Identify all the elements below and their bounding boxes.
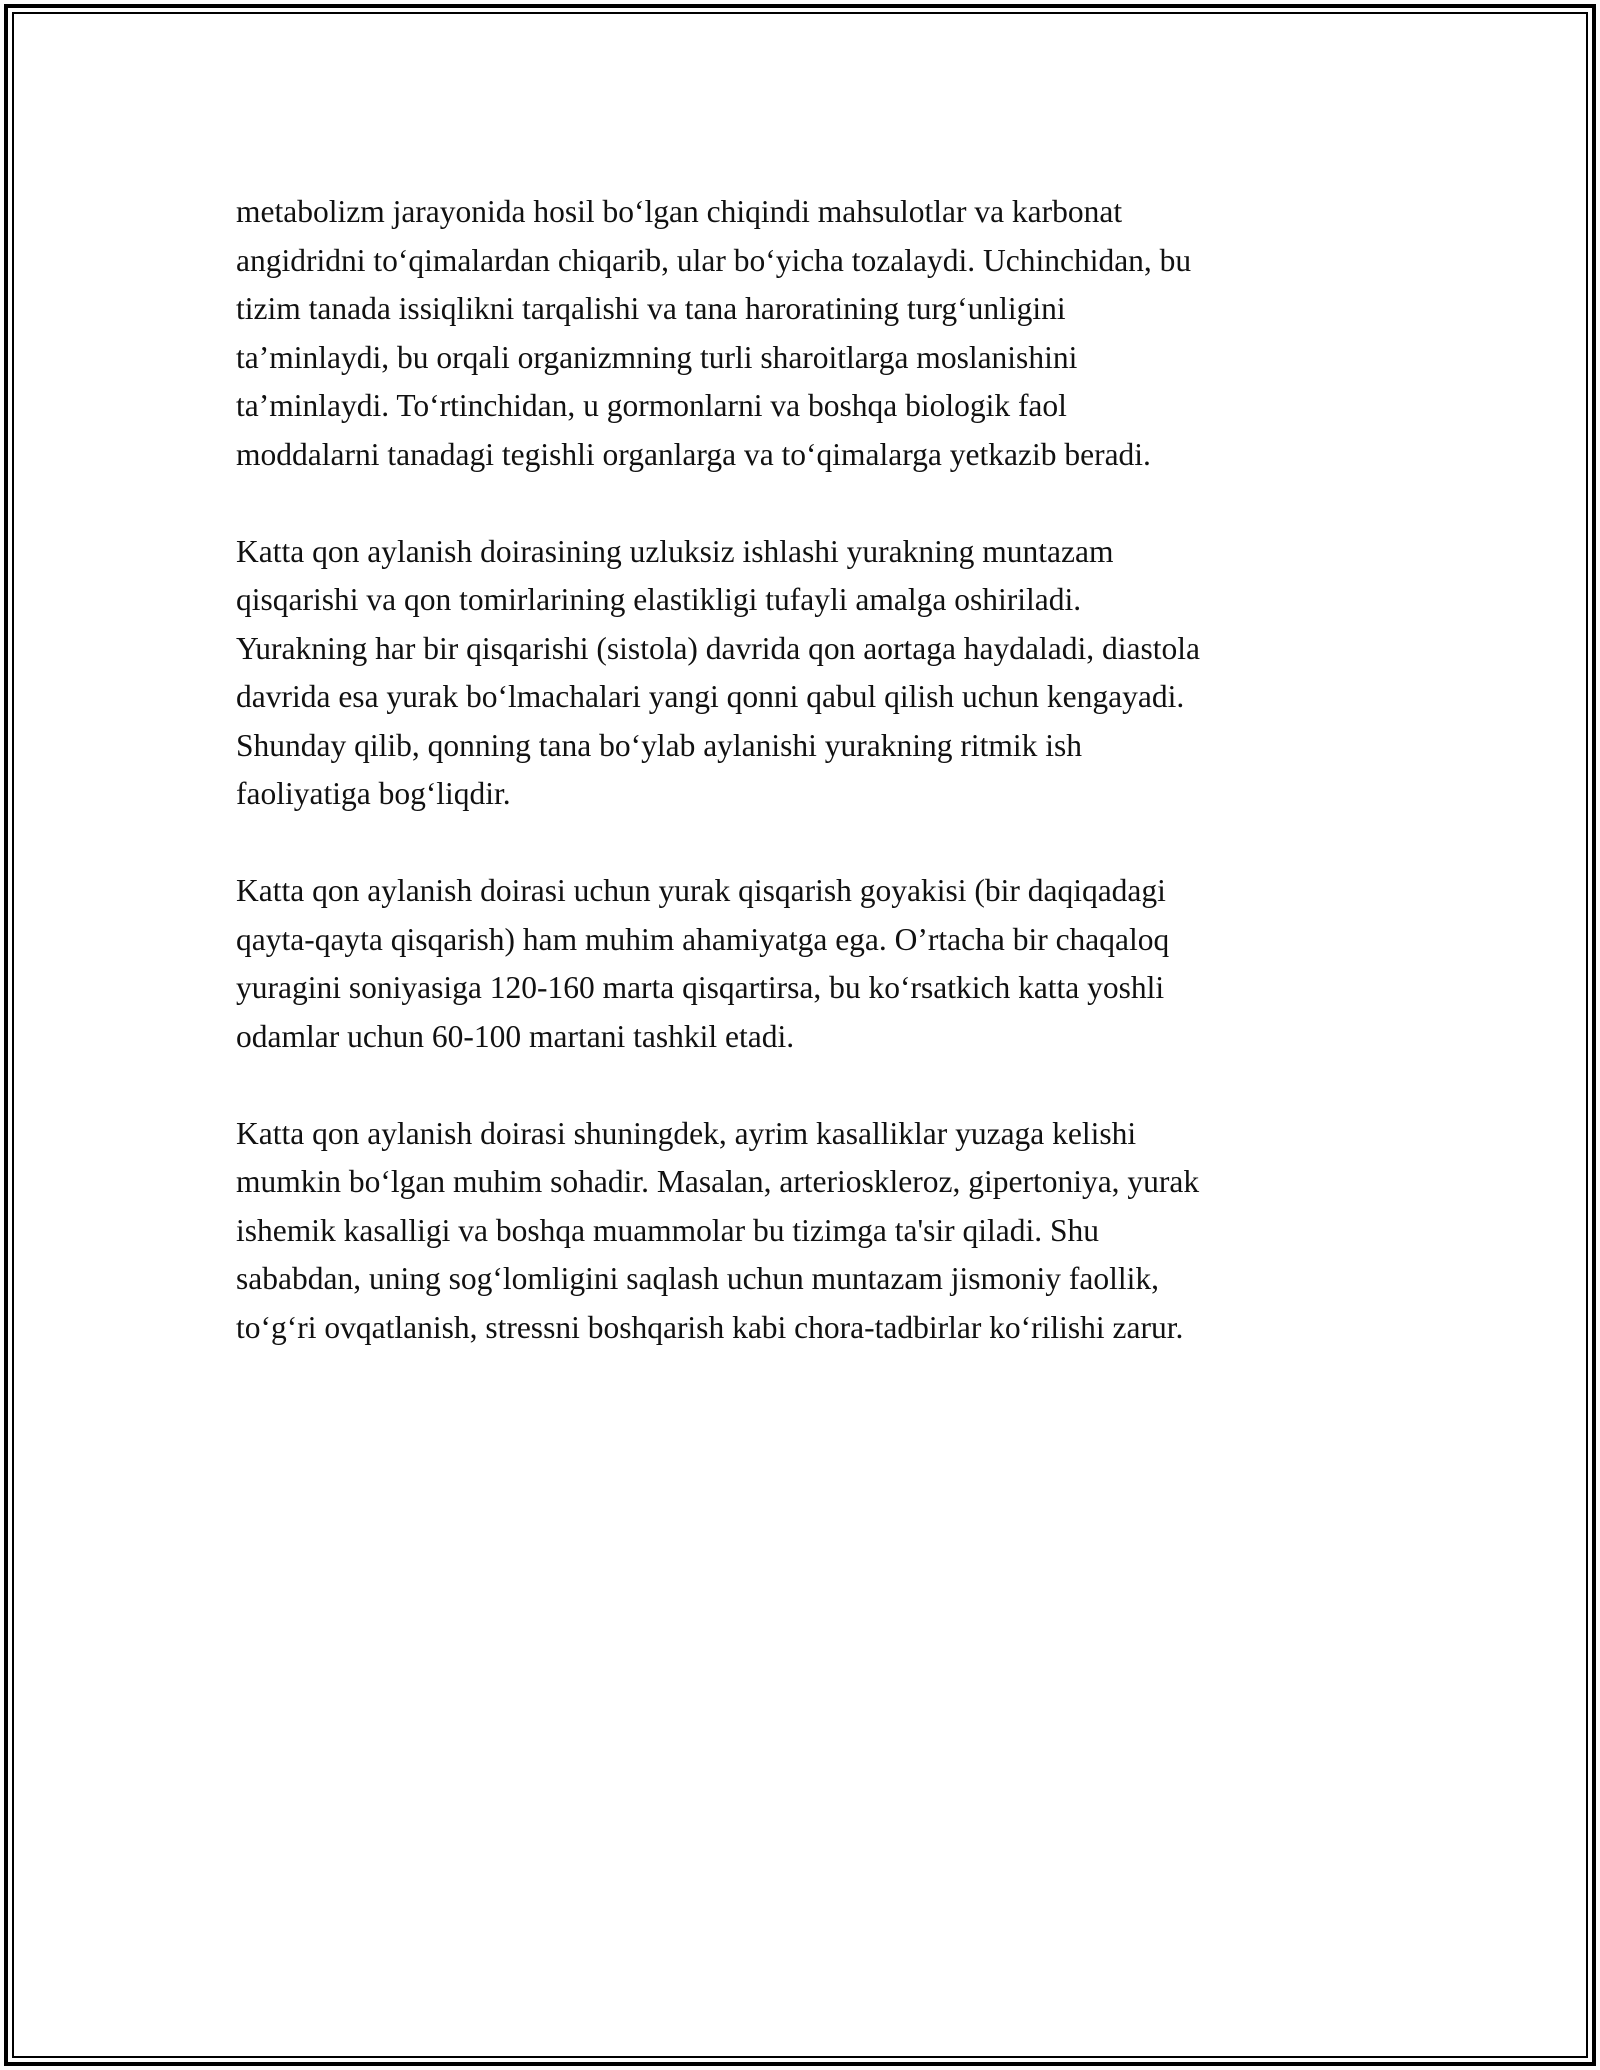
text-line: ta’minlaydi. To‘rtinchidan, u gormonlarni va boshqa biologik faol — [236, 388, 1067, 423]
text-line: Yurakning har bir qisqarishi (sistola) davrida qon aortaga haydaladi, diastola — [236, 630, 1200, 666]
text-line: ta’minlaydi, bu orqali organizmning turli sharoitlarga moslanishini — [236, 339, 1078, 375]
text-line: metabolizm jarayonida hosil bo‘lgan chiqindi mahsulotlar va karbonat — [236, 194, 1123, 229]
document-body — [236, 188, 1416, 1401]
text-line: mumkin bo‘lgan muhim sohadir. Masalan, arterioskleroz, gipertoniya, yurak — [236, 1164, 1200, 1199]
paragraph-3 — [236, 867, 1416, 1061]
text-line: odamlar uchun 60-100 martani tashkil etadi. — [236, 1018, 795, 1054]
text-line: qisqarishi va qon tomirlarining elastikligi tufayli amalga oshiriladi. — [236, 582, 1082, 617]
text-line: ishemik kasalligi va boshqa muammolar bu tizimga ta'sir qiladi. Shu — [236, 1212, 1100, 1248]
text-line: davrida esa yurak bo‘lmachalari yangi qonni qabul qilish uchun kengayadi. — [236, 679, 1185, 714]
text-line: Shunday qilib, qonning tana bo‘ylab aylanishi yurakning ritmik ish — [236, 727, 1083, 763]
paragraph-2 — [236, 528, 1416, 819]
text-line: sababdan, uning sog‘lomligini saqlash uchun muntazam jismoniy faollik, — [236, 1261, 1159, 1296]
text-line: moddalarni tanadagi tegishli organlarga va to‘qimalarga yetkazib beradi. — [236, 436, 1151, 472]
paragraph-1 — [236, 188, 1416, 479]
text-line: faoliyatiga bog‘liqdir. — [236, 776, 511, 811]
text-line: qayta-qayta qisqarish) ham muhim ahamiyatga ega. O’rtacha bir chaqaloq — [236, 921, 1170, 957]
text-line: Katta qon aylanish doirasi shuningdek, ayrim kasalliklar yuzaga kelishi — [236, 1115, 1137, 1151]
text-line: angidridni to‘qimalardan chiqarib, ular bo‘yicha tozalaydi. Uchinchidan, bu — [236, 242, 1192, 278]
paragraph-4 — [236, 1110, 1416, 1353]
text-line: to‘g‘ri ovqatlanish, stressni boshqarish kabi chora-tadbirlar ko‘rilishi zarur. — [236, 1309, 1184, 1345]
text-line: Katta qon aylanish doirasining uzluksiz ishlashi yurakning muntazam — [236, 533, 1114, 569]
text-line: Katta qon aylanish doirasi uchun yurak qisqarish goyakisi (bir daqiqadagi — [236, 873, 1166, 908]
text-line: yuragini soniyasiga 120-160 marta qisqartirsa, bu ko‘rsatkich katta yoshli — [236, 970, 1165, 1005]
text-line: tizim tanada issiqlikni tarqalishi va tana haroratining turg‘unligini — [236, 291, 1066, 326]
